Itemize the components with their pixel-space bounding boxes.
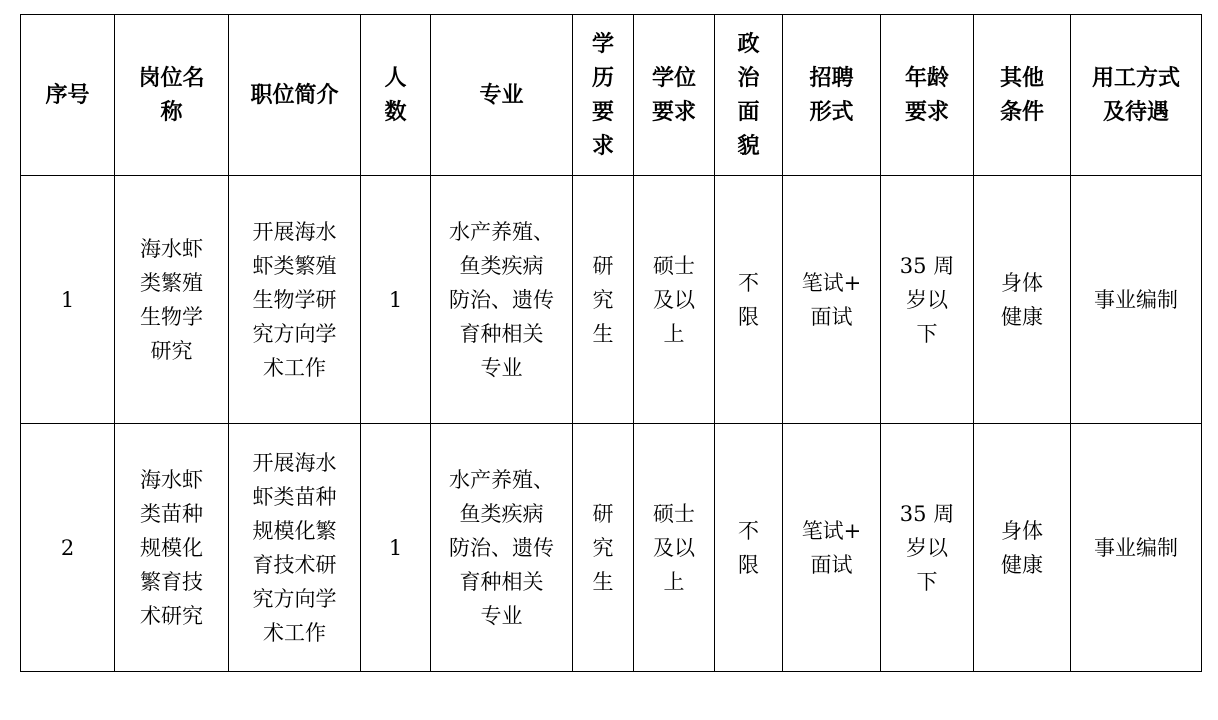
table-row — [21, 424, 1202, 672]
header-political: 政 治 面 貌 — [715, 15, 783, 176]
cell-intro: 开展海水 虾类苗种 规模化繁 育技术研 究方向学 术工作 — [229, 424, 361, 672]
cell-seq: 2 — [21, 424, 115, 672]
cell-degree: 硕士 及以 上 — [634, 176, 715, 424]
header-other: 其他 条件 — [974, 15, 1071, 176]
cell-other: 身体 健康 — [974, 176, 1071, 424]
header-intro: 职位简介 — [229, 15, 361, 176]
header-recruit-form: 招聘 形式 — [783, 15, 881, 176]
cell-intro: 开展海水 虾类繁殖 生物学研 究方向学 术工作 — [229, 176, 361, 424]
cell-age: 35 周 岁以 下 — [881, 176, 974, 424]
cell-recruit-form: 笔试+ 面试 — [783, 176, 881, 424]
cell-other: 身体 健康 — [974, 424, 1071, 672]
cell-count: 1 — [361, 176, 431, 424]
cell-age: 35 周 岁以 下 — [881, 424, 974, 672]
table-row — [21, 176, 1202, 424]
cell-position: 海水虾 类繁殖 生物学 研究 — [115, 176, 229, 424]
header-major: 专业 — [431, 15, 573, 176]
header-row — [21, 15, 1202, 176]
cell-seq: 1 — [21, 176, 115, 424]
header-seq: 序号 — [21, 15, 115, 176]
header-count: 人 数 — [361, 15, 431, 176]
header-education: 学 历 要 求 — [573, 15, 634, 176]
header-employment: 用工方式 及待遇 — [1071, 15, 1202, 176]
cell-major: 水产养殖、 鱼类疾病 防治、遗传 育种相关 专业 — [431, 176, 573, 424]
cell-employment: 事业编制 — [1071, 424, 1202, 672]
cell-education: 研 究 生 — [573, 176, 634, 424]
header-degree: 学位 要求 — [634, 15, 715, 176]
cell-political: 不 限 — [715, 176, 783, 424]
cell-education: 研 究 生 — [573, 424, 634, 672]
cell-major: 水产养殖、 鱼类疾病 防治、遗传 育种相关 专业 — [431, 424, 573, 672]
cell-employment: 事业编制 — [1071, 176, 1202, 424]
header-age: 年龄 要求 — [881, 15, 974, 176]
header-position: 岗位名 称 — [115, 15, 229, 176]
cell-political: 不 限 — [715, 424, 783, 672]
cell-degree: 硕士 及以 上 — [634, 424, 715, 672]
cell-count: 1 — [361, 424, 431, 672]
cell-recruit-form: 笔试+ 面试 — [783, 424, 881, 672]
cell-position: 海水虾 类苗种 规模化 繁育技 术研究 — [115, 424, 229, 672]
recruitment-table — [20, 14, 1202, 672]
